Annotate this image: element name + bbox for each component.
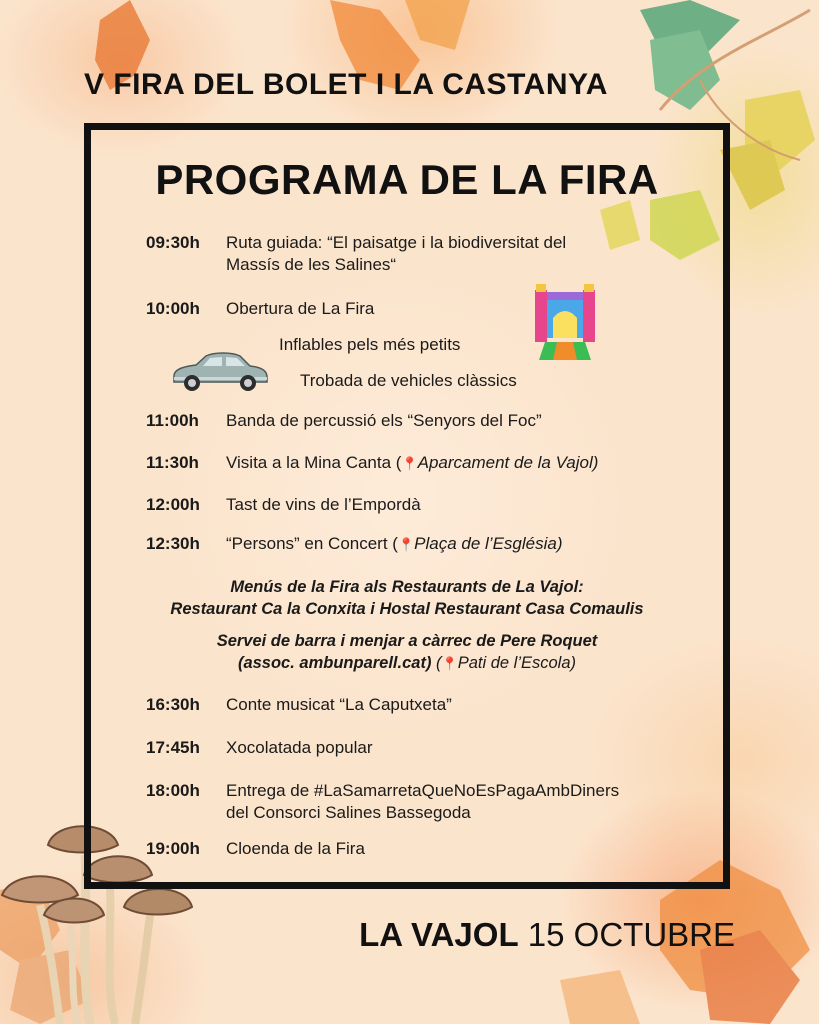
location-pin-icon: 📍: [441, 656, 458, 671]
fair-title: V FIRA DEL BOLET I LA CASTANYA: [84, 68, 608, 101]
vehicles-text: Trobada de vehicles clàssics: [300, 371, 517, 390]
location-pin-icon: 📍: [401, 456, 418, 471]
schedule-time: 12:00h: [146, 495, 200, 514]
schedule-time: 12:30h: [146, 534, 200, 553]
bouncy-castle-icon: [535, 284, 595, 360]
menus-block: [84, 576, 730, 620]
schedule-time: 09:30h: [146, 233, 200, 252]
inflables-text: Inflables pels més petits: [279, 335, 461, 354]
schedule-description: Visita a la Mina Canta (📍Aparcament de la Vajol): [226, 453, 599, 472]
bar-service-line: Servei de barra i menjar a càrrec de Pere Roquet: [216, 632, 598, 650]
schedule-time: 18:00h: [146, 781, 200, 800]
event-date: 15 OCTUBRE: [527, 916, 735, 953]
schedule-description: Tast de vins de l’Empordà: [226, 495, 421, 514]
schedule-description: Ruta guiada: “El paisatge i la biodiversitat del Massís de les Salines“: [226, 233, 567, 274]
classic-car-icon: [170, 350, 270, 392]
schedule-time: 11:30h: [146, 453, 199, 472]
program-title: PROGRAMA DE LA FIRA: [155, 156, 659, 203]
schedule-time: 16:30h: [146, 695, 200, 714]
menus-line: Restaurant Ca la Conxita i Hostal Restaurant Casa Comaulis: [170, 600, 644, 618]
bar-service-line: (assoc. ambunparell.cat) (📍Pati de l’Escola): [237, 654, 577, 672]
schedule-time: 10:00h: [146, 299, 200, 318]
schedule-time: 19:00h: [146, 839, 200, 858]
schedule-time: 11:00h: [146, 411, 199, 430]
schedule-description: Cloenda de la Fira: [226, 839, 365, 858]
menus-line: Menús de la Fira als Restaurants de La Vajol:: [230, 578, 584, 596]
location-pin-icon: 📍: [397, 537, 415, 552]
event-place-date: [359, 916, 735, 954]
bar-service-block: [84, 630, 730, 675]
schedule-description: “Persons” en Concert (📍Plaça de l’Església): [226, 534, 563, 553]
schedule-time: 17:45h: [146, 738, 200, 757]
schedule-description: Entrega de #LaSamarretaQueNoEsPagaAmbDiners del Consorci Salines Bassegoda: [226, 781, 620, 822]
event-place: LA VAJOL: [359, 916, 519, 953]
schedule-description: Banda de percussió els “Senyors del Foc”: [226, 411, 542, 430]
schedule-description: Obertura de La Fira: [226, 299, 375, 318]
schedule-description: Conte musicat “La Caputxeta”: [226, 695, 452, 714]
schedule-description: Xocolatada popular: [226, 738, 373, 757]
